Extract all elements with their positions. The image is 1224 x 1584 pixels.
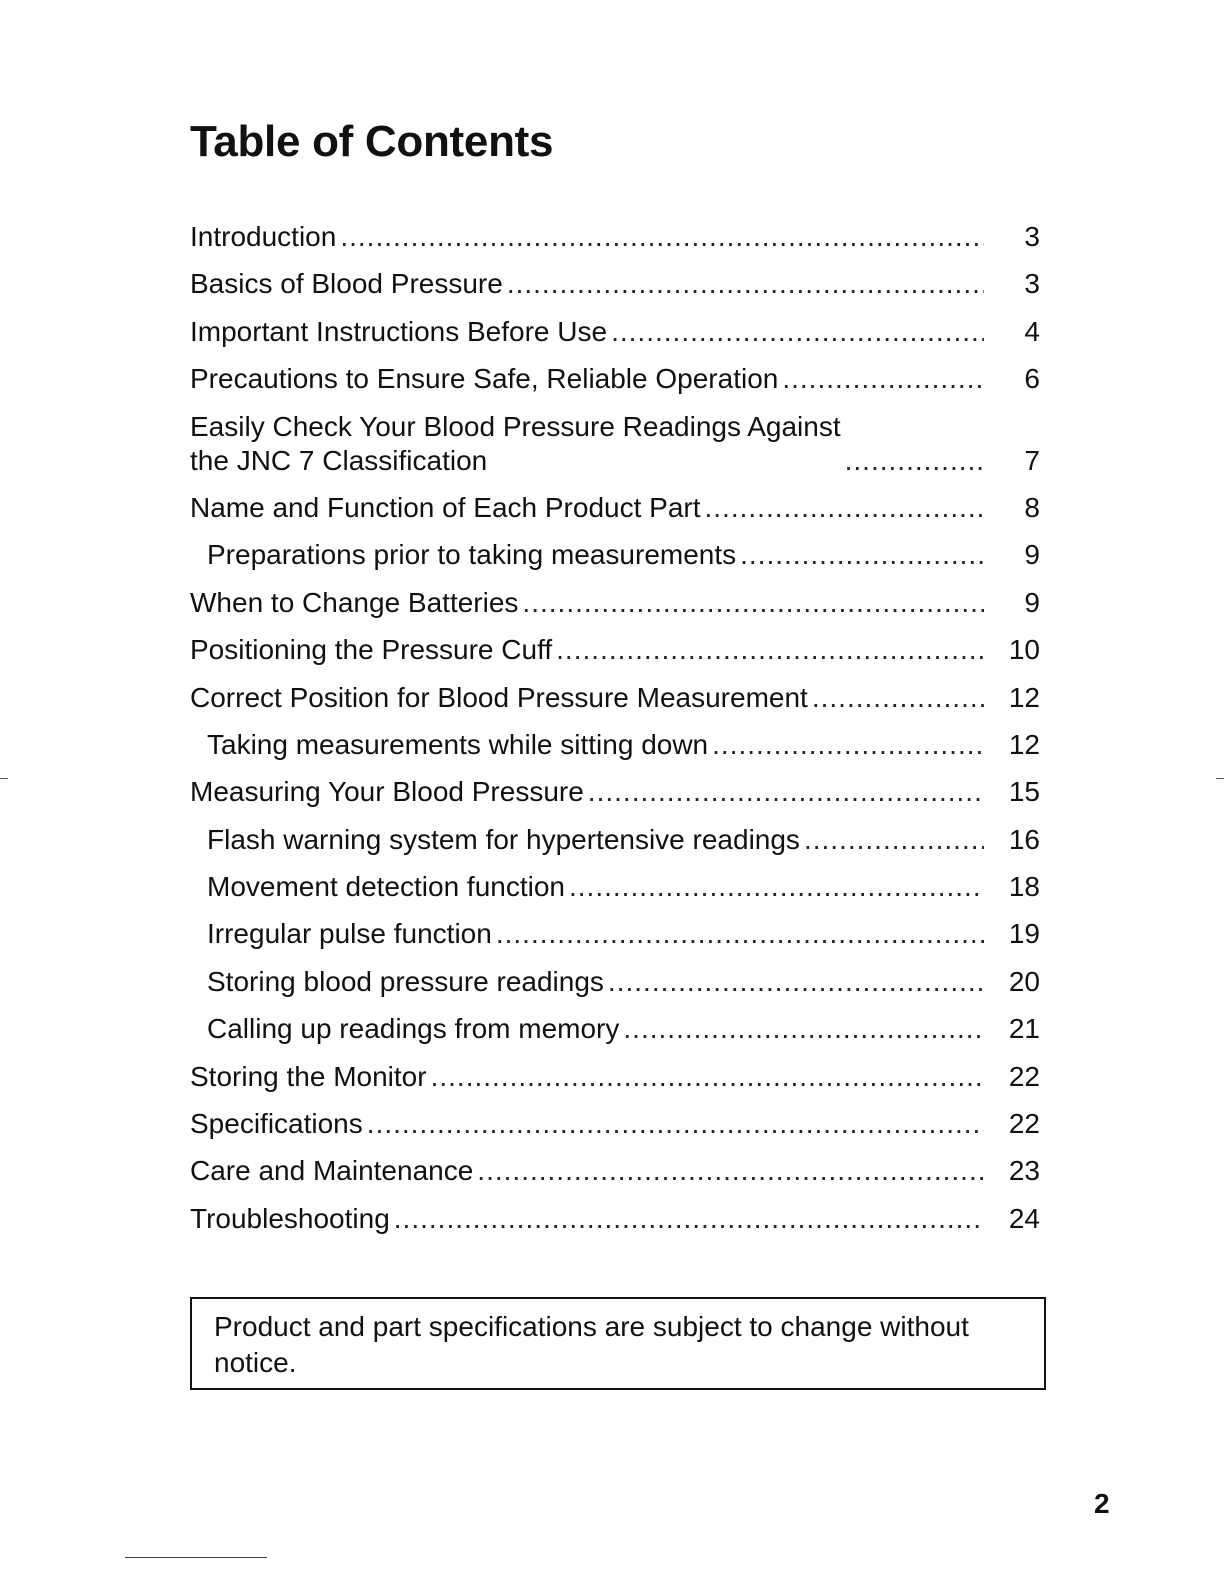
toc-entry-page: 6 — [1024, 363, 1040, 395]
toc-entry-title: Correct Position for Blood Pressure Measurement — [190, 681, 808, 713]
toc-entry-page: 9 — [1024, 586, 1040, 618]
toc-entry-title: Irregular pulse function — [207, 918, 492, 950]
toc-entry-jnc7[interactable] — [190, 410, 1040, 478]
toc-entry-title: Calling up readings from memory — [207, 1013, 620, 1045]
toc-entry-page: 22 — [1008, 1108, 1040, 1140]
toc-entry-page: 24 — [1008, 1202, 1040, 1234]
toc-entry-sitting-down[interactable] — [190, 728, 1040, 762]
toc-entry-page: 8 — [1024, 491, 1040, 523]
toc-entry-storing-readings[interactable] — [190, 965, 1040, 999]
dot-leader — [782, 362, 984, 396]
toc-entry-page: 16 — [1008, 823, 1040, 855]
toc-entry-page: 19 — [1008, 918, 1040, 950]
toc-entry-title: Important Instructions Before Use — [190, 315, 608, 347]
toc-entry-important-instructions[interactable] — [190, 315, 1040, 349]
toc-entry-page: 7 — [1024, 444, 1040, 476]
toc-entry-correct-position[interactable] — [190, 681, 1040, 715]
toc-entry-page: 15 — [1008, 776, 1040, 808]
toc-entry-flash-warning[interactable] — [190, 823, 1040, 857]
toc-entry-page: 22 — [1008, 1060, 1040, 1092]
toc-entry-page: 12 — [1008, 681, 1040, 713]
toc-entry-preparations[interactable] — [190, 538, 1040, 572]
toc-entry-title: Storing the Monitor — [190, 1060, 427, 1092]
toc-entry-page: 3 — [1024, 268, 1040, 300]
dot-leader — [608, 965, 984, 999]
toc-entry-measuring[interactable] — [190, 775, 1040, 809]
dot-leader — [556, 633, 984, 667]
dot-leader — [740, 538, 984, 572]
dot-leader — [569, 870, 984, 904]
dot-leader — [588, 775, 984, 809]
toc-entry-storing-monitor[interactable] — [190, 1060, 1040, 1094]
notice-text: Product and part specifications are subject to change without notice. — [214, 1311, 969, 1378]
toc-entry-page: 12 — [1008, 728, 1040, 760]
dot-leader — [705, 491, 985, 525]
toc-entry-title: Measuring Your Blood Pressure — [190, 776, 584, 808]
toc-entry-title: Positioning the Pressure Cuff — [190, 634, 553, 666]
toc-entry-page: 10 — [1008, 634, 1040, 666]
toc-entry-page: 21 — [1008, 1013, 1040, 1045]
crop-mark-right — [1216, 778, 1224, 779]
crop-mark-left — [0, 778, 8, 779]
toc-entry-title: Basics of Blood Pressure — [190, 268, 503, 300]
toc-entry-title: Flash warning system for hypertensive readings — [207, 823, 800, 855]
dot-leader — [496, 917, 984, 951]
dot-leader — [431, 1060, 984, 1094]
toc-entry-title: Name and Function of Each Product Part — [190, 491, 701, 523]
dot-leader — [712, 728, 984, 762]
toc-entry-page: 18 — [1008, 871, 1040, 903]
toc-entry-page: 23 — [1008, 1155, 1040, 1187]
toc-entry-basics[interactable] — [190, 267, 1040, 301]
toc-entry-title: Specifications — [190, 1108, 363, 1140]
dot-leader — [477, 1154, 984, 1188]
bottom-rule — [125, 1557, 267, 1558]
toc-entry-page: 3 — [1024, 221, 1040, 252]
toc-entry-name-and-function[interactable] — [190, 491, 1040, 525]
toc-entry-calling-up-readings[interactable] — [190, 1012, 1040, 1046]
dot-leader — [845, 444, 984, 478]
toc-entry-irregular-pulse[interactable] — [190, 917, 1040, 951]
dot-leader — [623, 1012, 984, 1046]
toc-entry-precautions[interactable] — [190, 362, 1040, 396]
toc-entry-care[interactable] — [190, 1154, 1040, 1188]
dot-leader — [611, 315, 984, 349]
toc-entry-introduction[interactable] — [190, 220, 1040, 254]
toc-entry-movement-detection[interactable] — [190, 870, 1040, 904]
toc-entry-page: 20 — [1008, 965, 1040, 997]
notice-box — [190, 1297, 1046, 1390]
dot-leader — [522, 586, 984, 620]
toc-entry-title: Movement detection function — [207, 871, 565, 903]
toc-entry-page: 4 — [1024, 315, 1040, 347]
toc-entry-batteries[interactable] — [190, 586, 1040, 620]
toc-entry-specifications[interactable] — [190, 1107, 1040, 1141]
toc-entry-title: Troubleshooting — [190, 1202, 390, 1234]
toc-entry-cuff[interactable] — [190, 633, 1040, 667]
toc-entry-title: Introduction — [190, 221, 337, 252]
toc-entry-troubleshooting[interactable] — [190, 1202, 1040, 1236]
toc-entry-title: Preparations prior to taking measurements — [207, 539, 737, 571]
dot-leader — [394, 1202, 984, 1236]
toc-entry-title: Storing blood pressure readings — [207, 965, 604, 997]
toc-entry-title: Care and Maintenance — [190, 1155, 474, 1187]
toc-entry-title — [190, 410, 841, 478]
dot-leader — [812, 681, 984, 715]
toc-entry-title: Precautions to Ensure Safe, Reliable Operation — [190, 363, 779, 395]
toc-entry-title-line2: the JNC 7 Classification — [190, 444, 488, 476]
dot-leader — [507, 267, 984, 301]
page-number: 2 — [1094, 1488, 1110, 1519]
toc-entry-title: Taking measurements while sitting down — [207, 728, 709, 760]
table-of-contents — [190, 220, 1040, 1249]
dot-leader — [367, 1107, 984, 1141]
page-title: Table of Contents — [190, 117, 554, 166]
toc-entry-page: 9 — [1024, 539, 1040, 571]
toc-entry-title-line1: Easily Check Your Blood Pressure Readings Against — [190, 410, 841, 442]
dot-leader — [804, 823, 984, 857]
toc-entry-title: When to Change Batteries — [190, 586, 519, 618]
dot-leader — [340, 220, 984, 254]
